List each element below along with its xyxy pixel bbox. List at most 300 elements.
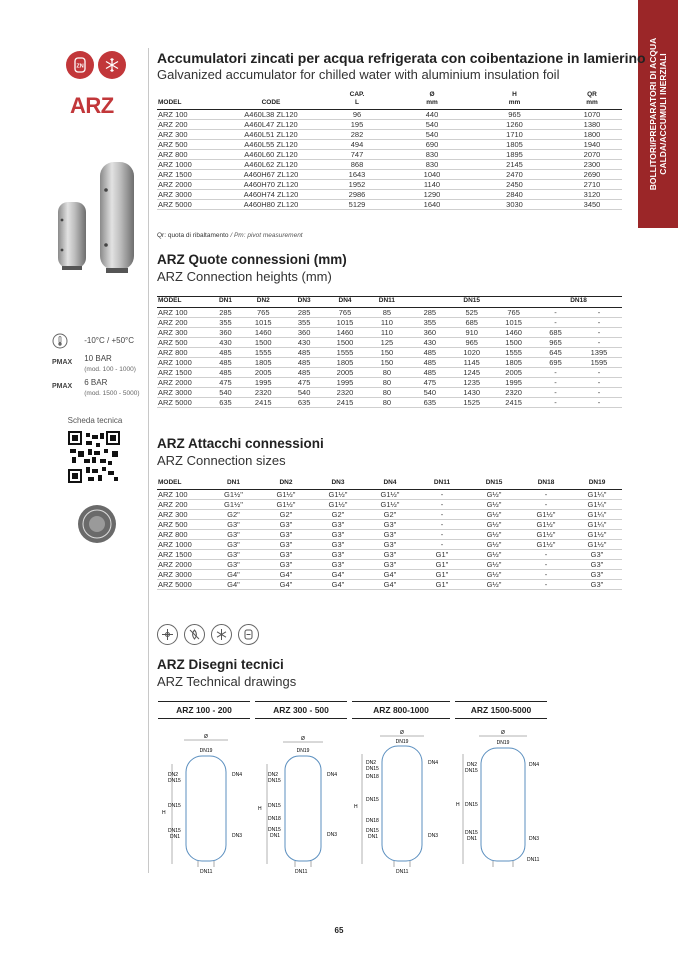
sizes-header-cell: DN11 [416, 479, 468, 490]
table-cell: - [576, 368, 622, 378]
table-row [157, 190, 622, 200]
table-row [157, 550, 622, 560]
dn15-bottom-label: DN15 [465, 830, 478, 836]
heights-header-cell: DN18 [535, 297, 622, 308]
table-cell: 1710 [467, 130, 562, 140]
table-cell: 1995 [492, 378, 535, 388]
table-cell: G3" [260, 530, 312, 540]
table-cell: - [576, 388, 622, 398]
sizes-header-cell: DN1 [207, 479, 260, 490]
table-cell: G1" [416, 560, 468, 570]
table-cell: 2450 [467, 180, 562, 190]
height-label: H [456, 802, 460, 808]
table-cell: 1555 [243, 348, 284, 358]
table-cell: 2986 [317, 190, 397, 200]
pmax-label-2: PMAX [52, 383, 73, 390]
header-bottom: mm [508, 99, 521, 106]
table-cell: G1½" [572, 540, 622, 550]
table-cell: G4" [260, 570, 312, 580]
table-cell: 1460 [492, 328, 535, 338]
table-cell: ARZ 800 [157, 348, 208, 358]
table-cell: G½" [468, 520, 520, 530]
height-label: H [162, 810, 166, 816]
snowflake-outline-icon [211, 624, 232, 645]
table-row [157, 520, 622, 530]
table-cell: 1595 [576, 358, 622, 368]
table-cell: A460L60 ZL120 [225, 150, 317, 160]
table-cell: 1040 [397, 170, 467, 180]
table-cell: G3" [207, 540, 260, 550]
table-cell: A460H74 ZL120 [225, 190, 317, 200]
table-cell: - [535, 398, 576, 408]
table-cell: ARZ 1500 [157, 170, 225, 180]
table-cell: - [535, 378, 576, 388]
table-cell: G1½" [520, 520, 572, 530]
table-cell: ARZ 1000 [157, 160, 225, 170]
table-row [157, 308, 622, 318]
table-cell: ARZ 1000 [157, 540, 207, 550]
dn15-mid-label: DN15 [268, 803, 281, 809]
dimensions-header-cell [225, 91, 317, 110]
table-cell: 80 [365, 398, 408, 408]
table-cell: 1500 [243, 338, 284, 348]
table-row [157, 490, 622, 500]
table-cell: 2840 [467, 190, 562, 200]
table-cell: G3" [572, 550, 622, 560]
table-cell: 1555 [325, 348, 366, 358]
table-row [157, 338, 622, 348]
table-cell: 2415 [243, 398, 284, 408]
dn2-label: DN2 [467, 762, 478, 768]
dn11-label: DN11 [527, 857, 540, 863]
table-cell: 690 [397, 140, 467, 150]
table-cell: 685 [451, 318, 492, 328]
table-cell: 440 [397, 110, 467, 120]
table-cell: 1800 [562, 130, 622, 140]
dimensions-table [157, 91, 622, 210]
technical-drawing-800-1000 [352, 724, 450, 874]
sizes-header-cell: MODEL [157, 479, 207, 490]
pivot-note [157, 232, 303, 239]
pmax-note-1: (mod. 100 - 1000) [84, 366, 136, 373]
table-cell: - [576, 318, 622, 328]
table-cell: 282 [317, 130, 397, 140]
sizes-header-cell: DN4 [364, 479, 416, 490]
table-cell: 1952 [317, 180, 397, 190]
dn2-label: DN2 [366, 760, 377, 766]
table-cell: - [416, 520, 468, 530]
table-cell: 5129 [317, 200, 397, 210]
drawing-heading-300-500: ARZ 300 - 500 [255, 701, 347, 719]
table-cell: A460L51 ZL120 [225, 130, 317, 140]
dn2-label: DN2 [168, 772, 179, 778]
table-cell: G½" [468, 530, 520, 540]
table-row [157, 318, 622, 328]
table-row [157, 130, 622, 140]
diameter-label: Ø [204, 734, 208, 740]
table-cell: G3" [260, 520, 312, 530]
table-cell: G3" [207, 550, 260, 560]
table-cell: 485 [284, 348, 325, 358]
dn3-label: DN3 [428, 833, 439, 839]
table-cell: 1995 [325, 378, 366, 388]
dn2-label: DN2 [268, 772, 279, 778]
dn3-label: DN3 [529, 836, 540, 842]
table-cell: G4" [207, 570, 260, 580]
table-cell: 540 [397, 120, 467, 130]
table-cell: G1" [416, 570, 468, 580]
category-tab [638, 0, 678, 228]
table-row [157, 160, 622, 170]
table-cell: 80 [365, 368, 408, 378]
table-cell: - [416, 490, 468, 500]
dimensions-table-header [157, 91, 622, 110]
table-cell: - [520, 560, 572, 570]
table-row [157, 170, 622, 180]
table-cell: G3" [260, 540, 312, 550]
table-cell: ARZ 5000 [157, 398, 208, 408]
table-row [157, 150, 622, 160]
table-cell: G1½" [260, 500, 312, 510]
technical-drawing-1500-5000 [455, 724, 549, 874]
table-cell: G1" [416, 550, 468, 560]
table-cell: G1½" [572, 530, 622, 540]
table-row [157, 540, 622, 550]
zinc-coating-icon [238, 624, 259, 645]
table-cell: G4" [364, 580, 416, 590]
table-cell: ARZ 2000 [157, 378, 208, 388]
table-cell: 355 [208, 318, 243, 328]
table-cell: 485 [408, 368, 451, 378]
table-cell: 540 [397, 130, 467, 140]
header-bottom: MODEL [158, 99, 182, 106]
sizes-header-cell: DN3 [312, 479, 364, 490]
table-cell: 1015 [492, 318, 535, 328]
header-top: Ø [429, 91, 435, 98]
table-cell: G1" [416, 580, 468, 590]
table-cell: - [416, 500, 468, 510]
table-cell: - [416, 530, 468, 540]
dn18-top-label: DN18 [366, 774, 379, 780]
table-row [157, 140, 622, 150]
table-cell: - [535, 388, 576, 398]
table-cell: 1995 [243, 378, 284, 388]
table-cell: G½" [468, 550, 520, 560]
thermometer-icon [52, 333, 82, 351]
table-cell: - [416, 510, 468, 520]
table-cell: A460H70 ZL120 [225, 180, 317, 190]
table-row [157, 398, 622, 408]
table-row [157, 510, 622, 520]
table-cell: G4" [312, 570, 364, 580]
table-cell: 2415 [325, 398, 366, 408]
table-row [157, 348, 622, 358]
column-divider [148, 48, 149, 873]
heights-header-cell: DN4 [325, 297, 366, 308]
table-cell: 1260 [467, 120, 562, 130]
table-cell: ARZ 5000 [157, 200, 225, 210]
table-cell: 1500 [325, 338, 366, 348]
page-number: 65 [334, 926, 344, 935]
table-cell: 150 [365, 348, 408, 358]
table-row [157, 180, 622, 190]
table-cell: 540 [284, 388, 325, 398]
table-cell: 3120 [562, 190, 622, 200]
table-cell: 485 [284, 368, 325, 378]
datasheet-qr-code[interactable] [68, 431, 120, 483]
heights-header-cell: DN15 [408, 297, 535, 308]
table-cell: A460L38 ZL120 [225, 110, 317, 120]
table-cell: A460L55 ZL120 [225, 140, 317, 150]
pivot-note-it: Qr: quota di ribaltamento [157, 232, 229, 239]
antifreeze-icon [157, 624, 178, 645]
dimensions-header-cell [157, 91, 225, 110]
table-cell: 1380 [562, 120, 622, 130]
table-cell: G3" [364, 540, 416, 550]
table-cell: 285 [284, 308, 325, 318]
tank-outline [481, 748, 525, 861]
table-cell: G½" [468, 490, 520, 500]
table-cell: G1½" [520, 510, 572, 520]
table-cell: 635 [408, 398, 451, 408]
table-cell: 80 [365, 388, 408, 398]
table-cell: 96 [317, 110, 397, 120]
table-cell: G2" [312, 510, 364, 520]
diameter-label: Ø [301, 736, 305, 742]
table-cell: 1145 [451, 358, 492, 368]
table-cell: 2145 [467, 160, 562, 170]
feature-icons [157, 624, 259, 645]
table-cell: 1245 [451, 368, 492, 378]
drawing-heading-800-1000: ARZ 800-1000 [352, 701, 450, 719]
table-cell: 2320 [243, 388, 284, 398]
dn3-label: DN3 [327, 832, 338, 838]
table-row [157, 580, 622, 590]
table-cell: ARZ 1000 [157, 358, 208, 368]
table-cell: ARZ 800 [157, 530, 207, 540]
table-cell: - [535, 318, 576, 328]
table-cell: 475 [208, 378, 243, 388]
height-label: H [258, 806, 262, 812]
table-cell: ARZ 300 [157, 130, 225, 140]
table-row [157, 500, 622, 510]
table-cell: ARZ 200 [157, 318, 208, 328]
table-cell: 1805 [467, 140, 562, 150]
table-cell: 430 [208, 338, 243, 348]
table-cell: A460L47 ZL120 [225, 120, 317, 130]
table-cell: G2" [364, 510, 416, 520]
table-cell: 1940 [562, 140, 622, 150]
connection-heights-title: ARZ Quote connessioni (mm) [157, 252, 347, 267]
table-cell: 2690 [562, 170, 622, 180]
table-cell: 3030 [467, 200, 562, 210]
table-cell: G3" [312, 550, 364, 560]
table-row [157, 530, 622, 540]
table-cell: 1460 [325, 328, 366, 338]
table-cell: G1¼" [572, 490, 622, 500]
header-bottom: mm [426, 99, 438, 106]
table-cell: ARZ 500 [157, 338, 208, 348]
model-badge: ARZ [70, 93, 114, 118]
drawings-title: ARZ Disegni tecnici [157, 657, 284, 672]
dn15-top-label: DN15 [366, 766, 379, 772]
table-cell: G½" [468, 560, 520, 570]
connection-heights-header [157, 297, 622, 308]
dn19-label: DN19 [496, 740, 510, 746]
table-row [157, 120, 622, 130]
table-cell: - [576, 398, 622, 408]
table-row [157, 378, 622, 388]
connection-heights-table [157, 296, 622, 408]
table-cell: G2" [260, 510, 312, 520]
dn15-mid-label: DN15 [366, 797, 379, 803]
heights-header-cell: DN2 [243, 297, 284, 308]
table-cell: 540 [208, 388, 243, 398]
table-cell: 830 [397, 150, 467, 160]
drawing-heading-100-200: ARZ 100 - 200 [158, 701, 250, 719]
table-cell: ARZ 500 [157, 140, 225, 150]
sizes-header-cell: DN2 [260, 479, 312, 490]
temperature-range: -10°C / +50°C [84, 336, 134, 345]
table-cell: 765 [492, 308, 535, 318]
table-cell: - [535, 368, 576, 378]
table-cell: G1¼" [572, 520, 622, 530]
table-cell: G4" [260, 580, 312, 590]
tank-outline [285, 756, 321, 861]
table-cell: 485 [284, 358, 325, 368]
galvanized-zn-icon [66, 51, 94, 79]
table-cell: - [535, 308, 576, 318]
table-cell: 1525 [451, 398, 492, 408]
table-cell: 110 [365, 318, 408, 328]
header-bottom: mm [586, 99, 598, 106]
table-cell: G1½" [207, 500, 260, 510]
table-row [157, 110, 622, 120]
dn15-bottom-label: DN15 [168, 828, 181, 834]
dn3-label: DN3 [232, 833, 243, 839]
heights-header-cell: DN11 [365, 297, 408, 308]
table-cell: - [576, 338, 622, 348]
table-cell: G3" [572, 570, 622, 580]
table-cell: 360 [208, 328, 243, 338]
table-cell: 910 [451, 328, 492, 338]
table-cell: - [520, 500, 572, 510]
table-cell: 150 [365, 358, 408, 368]
header-top: QR [587, 91, 597, 98]
table-cell: 525 [451, 308, 492, 318]
table-cell: 1500 [492, 338, 535, 348]
table-cell: G½" [468, 540, 520, 550]
table-cell: 2320 [325, 388, 366, 398]
table-cell: - [416, 540, 468, 550]
pmax-spec-1 [52, 354, 136, 375]
table-cell: 2005 [325, 368, 366, 378]
table-cell: G3" [260, 550, 312, 560]
table-cell: 3450 [562, 200, 622, 210]
sizes-header-cell: DN15 [468, 479, 520, 490]
table-cell: G3" [207, 560, 260, 570]
header-top: H [512, 91, 517, 98]
dimensions-header-cell [562, 91, 622, 110]
table-cell: 285 [408, 308, 451, 318]
tank-outline [186, 756, 226, 861]
table-row [157, 570, 622, 580]
table-cell: ARZ 100 [157, 490, 207, 500]
dn15-mid-label: DN15 [168, 803, 181, 809]
diameter-label: Ø [501, 730, 505, 736]
table-cell: ARZ 300 [157, 328, 208, 338]
table-cell: G1½" [364, 500, 416, 510]
table-cell: 765 [243, 308, 284, 318]
table-cell: 1805 [325, 358, 366, 368]
table-cell: 868 [317, 160, 397, 170]
table-cell: G½" [468, 500, 520, 510]
table-row [157, 200, 622, 210]
table-cell: G3" [207, 530, 260, 540]
dn4-label: DN4 [428, 760, 439, 766]
table-cell: - [576, 378, 622, 388]
pmax-spec-2 [52, 378, 140, 399]
table-cell: ARZ 300 [157, 510, 207, 520]
table-cell: 2005 [492, 368, 535, 378]
heights-header-cell: MODEL [157, 297, 208, 308]
table-row [157, 560, 622, 570]
table-cell: - [520, 550, 572, 560]
sizes-header-cell: DN18 [520, 479, 572, 490]
table-cell: 360 [284, 328, 325, 338]
table-cell: 285 [208, 308, 243, 318]
category-line-2: CALDA/ACCUMULI INERZIALI [658, 53, 668, 175]
dn4-label: DN4 [327, 772, 338, 778]
table-cell: G1½" [312, 500, 364, 510]
table-cell: G1½" [520, 530, 572, 540]
table-cell: - [520, 570, 572, 580]
category-tab-label [648, 0, 668, 228]
table-cell: 685 [535, 328, 576, 338]
table-cell: 2300 [562, 160, 622, 170]
table-cell: G3" [312, 560, 364, 570]
table-cell: 635 [284, 398, 325, 408]
table-cell: - [520, 580, 572, 590]
table-cell: 765 [325, 308, 366, 318]
dn15-top-label: DN15 [168, 778, 181, 784]
table-cell: 1895 [467, 150, 562, 160]
dimensions-header-cell [317, 91, 397, 110]
table-cell: G3" [364, 530, 416, 540]
table-cell: ARZ 200 [157, 120, 225, 130]
dn4-label: DN4 [232, 772, 243, 778]
table-cell: 2710 [562, 180, 622, 190]
table-cell: ARZ 1500 [157, 550, 207, 560]
datasheet-label: Scheda tecnica [67, 416, 123, 425]
table-cell: ARZ 500 [157, 520, 207, 530]
pivot-note-en: / Pm: pivot measurement [230, 232, 303, 239]
dn19-label: DN19 [395, 739, 409, 745]
connection-sizes-subtitle: ARZ Connection sizes [157, 453, 286, 468]
pmax-value-1: 10 BAR [84, 354, 112, 363]
technical-drawing-300-500 [255, 724, 349, 874]
table-cell: 540 [408, 388, 451, 398]
height-label: H [354, 804, 358, 810]
pmax-label-1: PMAX [52, 359, 73, 366]
dn18-label: DN18 [268, 816, 281, 822]
table-cell: 360 [408, 328, 451, 338]
table-cell: G3" [260, 560, 312, 570]
table-cell: 430 [408, 338, 451, 348]
table-cell: 110 [365, 328, 408, 338]
table-cell: 195 [317, 120, 397, 130]
table-cell: 2005 [243, 368, 284, 378]
